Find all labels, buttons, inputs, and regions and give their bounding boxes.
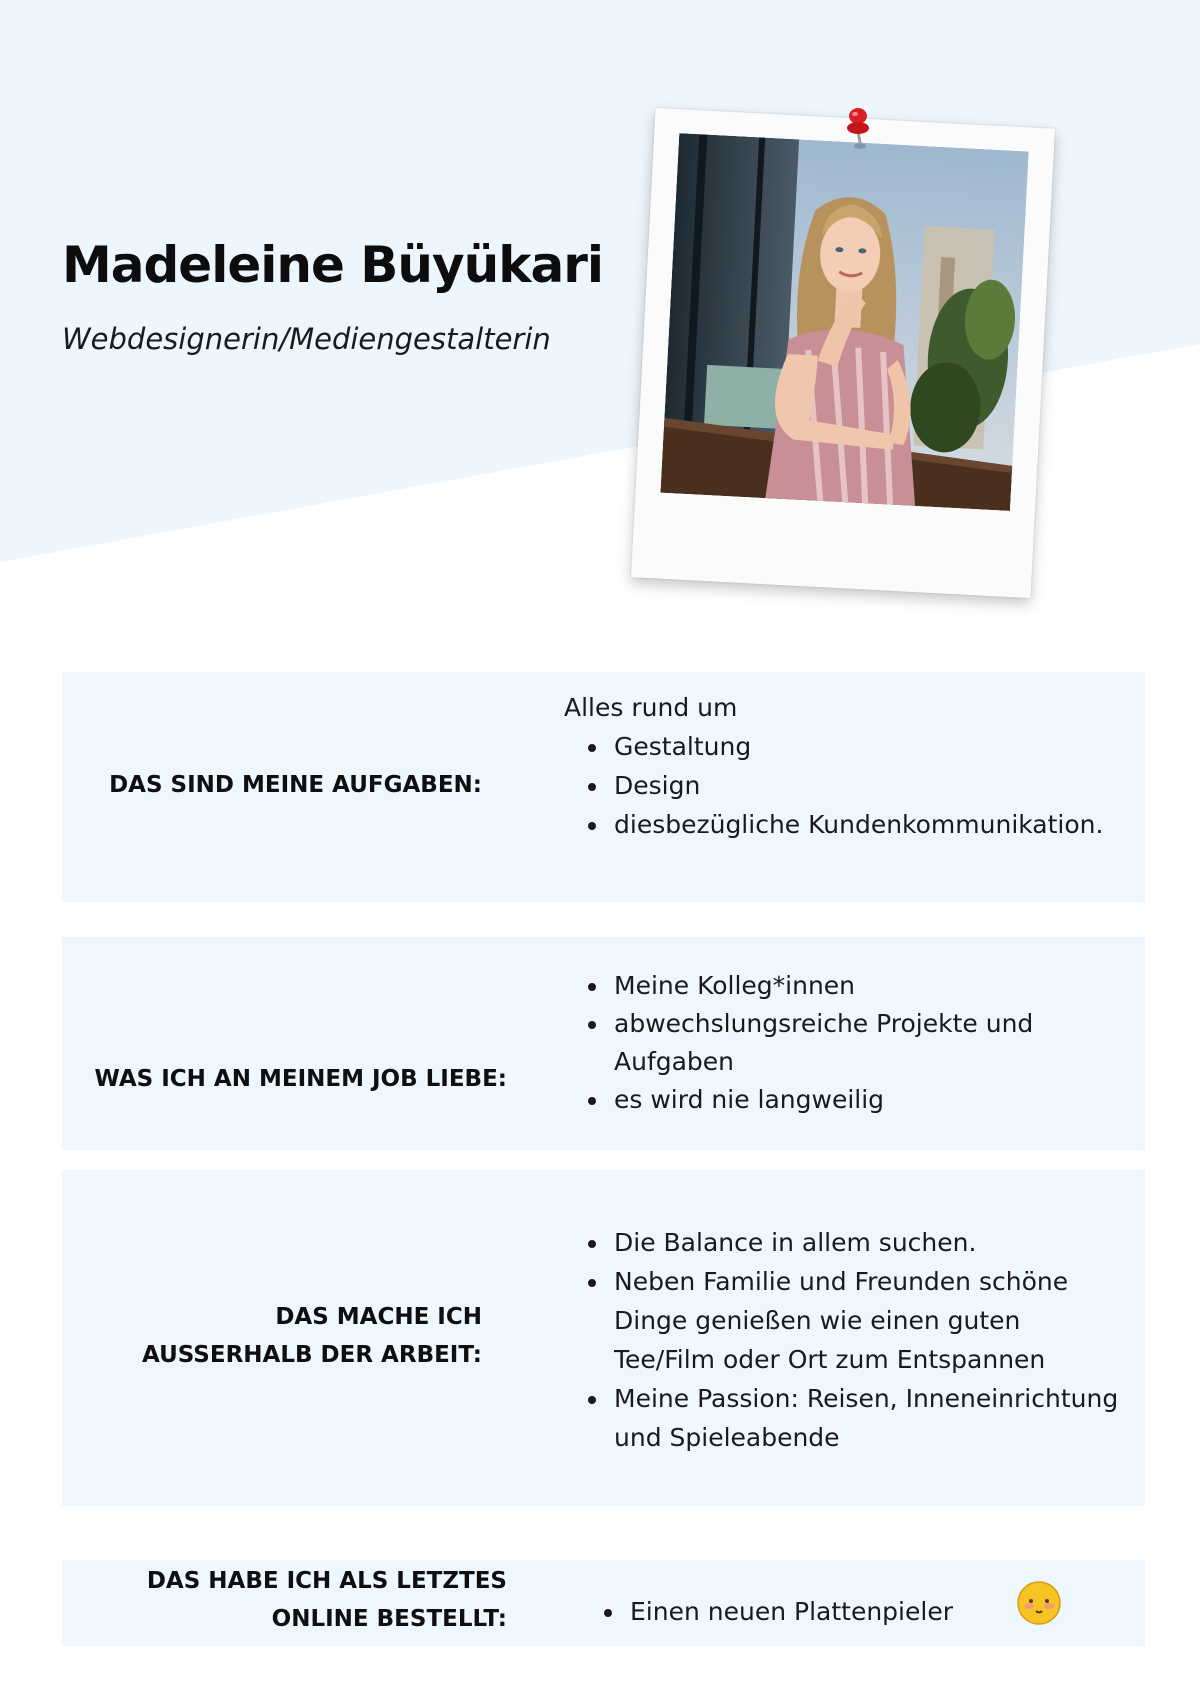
section-content: [564, 688, 1124, 844]
list-item: • abwechslungsreiche Projekte und Aufgaben: [610, 1005, 1084, 1081]
section-content: [580, 1592, 980, 1631]
section-tasks: [62, 672, 1145, 902]
section-content: [564, 1223, 1124, 1457]
list-item: • Die Balance in allem suchen.: [610, 1223, 1124, 1262]
portrait-photo: [660, 133, 1028, 511]
section-job-love: [62, 937, 1145, 1150]
list-item: • Neben Familie und Freunden schöne Dinge genießen wie einen guten Tee/Film oder Ort zum Entspannen: [610, 1262, 1124, 1379]
list-item: • Gestaltung: [610, 727, 1124, 766]
task-list: [564, 727, 1124, 844]
list-item: • Design: [610, 766, 1124, 805]
section-intro: Alles rund um: [564, 693, 738, 722]
list-item: • es wird nie langweilig: [610, 1081, 1084, 1119]
list-item: • Einen neuen Plattenpieler: [626, 1592, 980, 1631]
section-label: [62, 1298, 482, 1374]
section-content: [564, 967, 1084, 1119]
section-outside-work: [62, 1170, 1145, 1506]
outside-work-list: [564, 1223, 1124, 1457]
job-love-list: [564, 967, 1084, 1119]
section-label: WAS ICH AN MEINEM JOB LIEBE:: [94, 1066, 507, 1092]
section-label: DAS SIND MEINE AUFGABEN:: [109, 772, 482, 798]
list-item: • Meine Kolleg*innen: [610, 967, 1084, 1005]
section-label: [67, 1562, 507, 1638]
section-label-line: DAS HABE ICH ALS LETZTES: [146, 1568, 507, 1594]
polaroid-frame: [631, 108, 1055, 598]
section-label-line: DAS MACHE ICH: [275, 1304, 482, 1330]
section-label-line: ONLINE BESTELLT:: [271, 1606, 507, 1632]
section-last-order: [62, 1560, 1145, 1646]
profile-name: Madeleine Büyükari: [62, 236, 603, 294]
list-item: • Meine Passion: Reisen, Inneneinrichtung und Spieleabende: [610, 1379, 1124, 1457]
section-label-line: AUSSERHALB DER ARBEIT:: [142, 1342, 482, 1368]
blushing-smiley-icon: [1016, 1580, 1062, 1626]
red-pushpin-icon: [838, 106, 878, 156]
profile-role: Webdesignerin/Mediengestalterin: [62, 322, 551, 356]
list-item: • diesbezügliche Kundenkommunikation.: [610, 805, 1124, 844]
last-order-list: [580, 1592, 980, 1631]
